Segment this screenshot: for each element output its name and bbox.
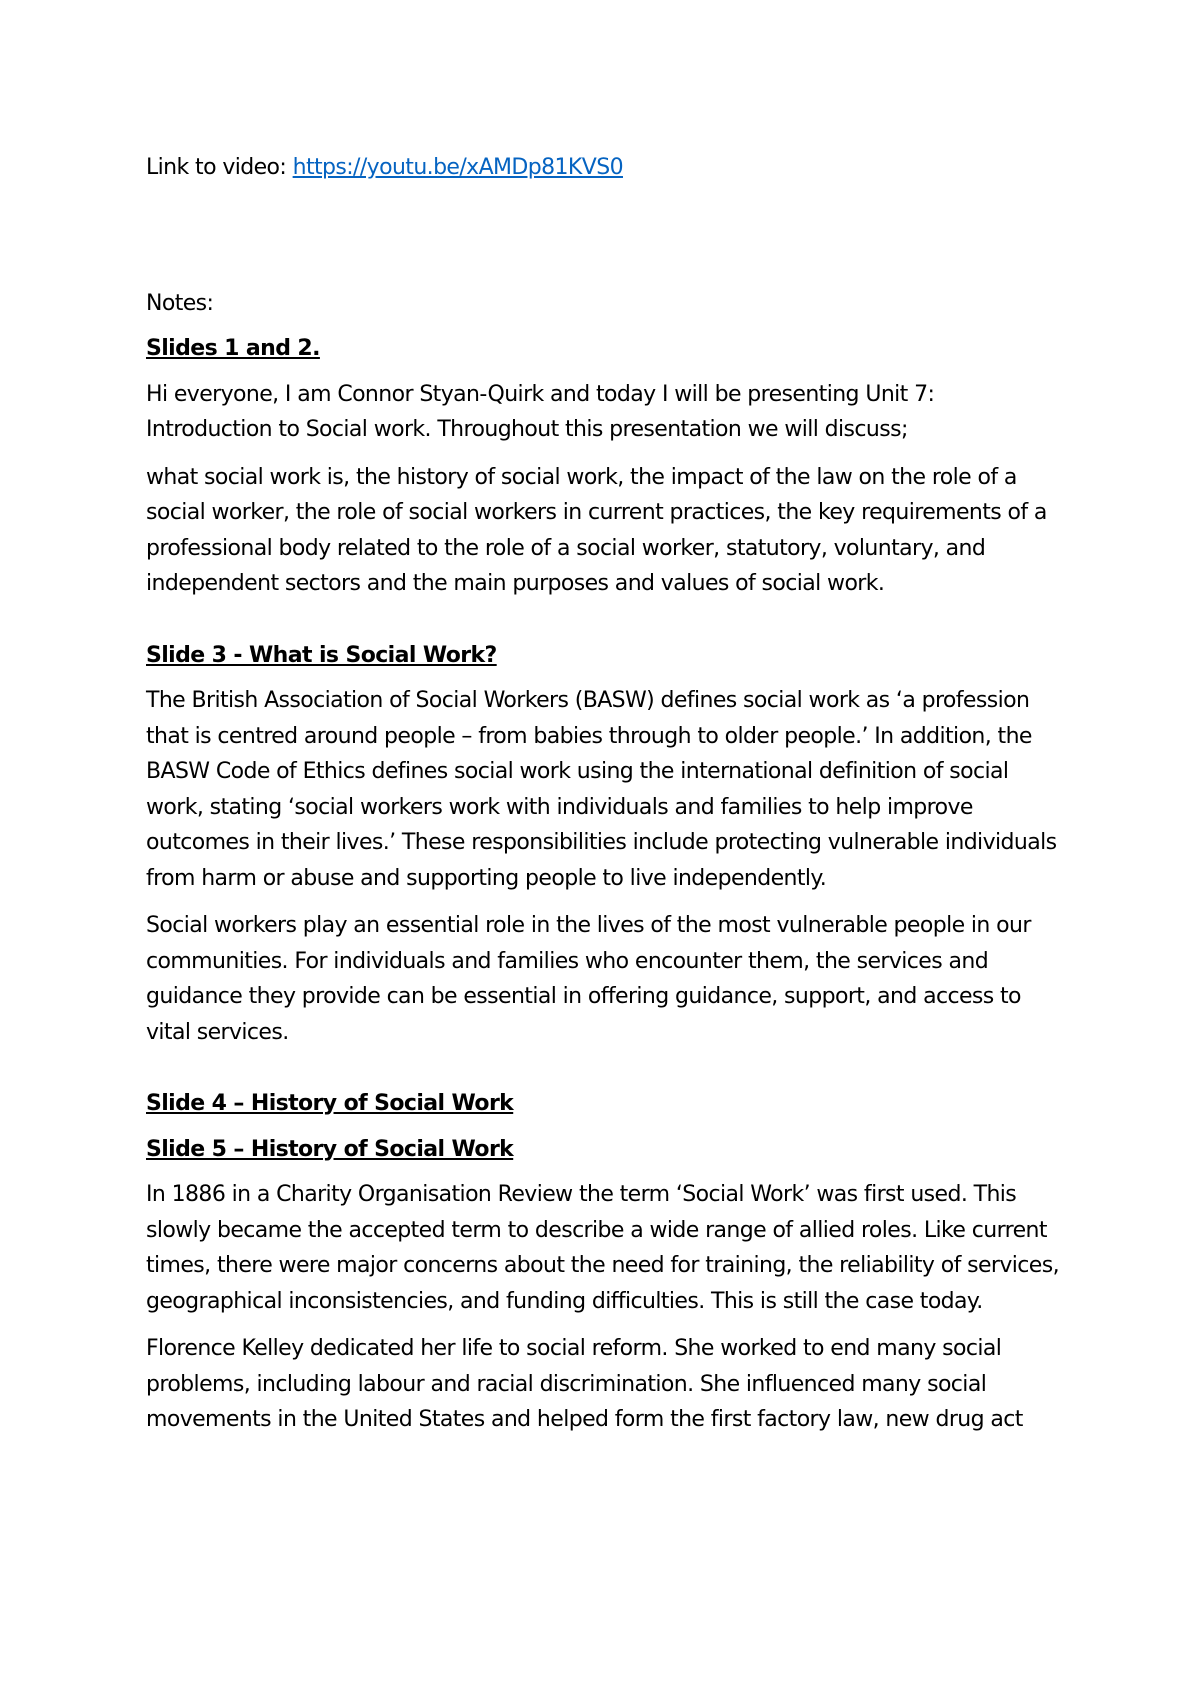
section-slides-1-2: [146, 331, 1066, 602]
section-slide-3: [146, 638, 1066, 1051]
section-heading: Slide 4 – History of Social Work: [146, 1091, 514, 1116]
document-page: [146, 150, 1066, 1450]
section-heading: Slides 1 and 2.: [146, 336, 320, 361]
paragraph: what social work is, the history of social work, the impact of the law on the role of a social worker, the role of social workers in current practices, the key requirements of a professional body related to the role of a social worker, statutory, voluntary, and independent sectors and the main purposes and values of social work.: [146, 464, 1047, 596]
notes-label: Notes:: [146, 290, 214, 316]
paragraph: Social workers play an essential role in the lives of the most vulnerable people in our communities. For individuals and families who encounter them, the services and guidance they provide can be essential in offering guidance, support, and access to vital services.: [146, 913, 1031, 1045]
paragraph: The British Association of Social Workers (BASW) defines social work as ‘a profession that is centred around people – from babies through to older people.’ In addition, the BASW Code of Ethics defines social work using the international definition of social work, stating ‘social workers work with individuals and families to help improve outcomes in their lives.’ These responsibilities include protecting vulnerable individuals from harm or abuse and supporting people to live independently.: [146, 688, 1057, 891]
section-heading: Slide 3 - What is Social Work?: [146, 642, 497, 668]
paragraph: Florence Kelley dedicated her life to social reform. She worked to end many social problems, including labour and racial discrimination. She influenced many social movements in the United States and helped form the first factory law, new drug act: [146, 1336, 1023, 1432]
video-link[interactable]: https://youtu.be/xAMDp81KVS0: [292, 155, 623, 180]
section-heading: Slide 5 – History of Social Work: [146, 1136, 514, 1162]
section-slide-5: [146, 1132, 1066, 1438]
section-slide-4: [146, 1086, 1066, 1122]
paragraph: Hi everyone, I am Connor Styan-Quirk and today I will be presenting Unit 7: Introduction to Social work. Throughout this presentation we will discuss;: [146, 381, 935, 442]
paragraph: In 1886 in a Charity Organisation Review the term ‘Social Work’ was first used. This slowly became the accepted term to describe a wide range of allied roles. Like current times, there were major concerns about the need for training, the reliability of services, geographical inconsistencies, and funding difficulties. This is still the case today.: [146, 1182, 1059, 1314]
video-link-label: Link to video:: [146, 155, 293, 180]
video-link-line: [146, 150, 1066, 186]
